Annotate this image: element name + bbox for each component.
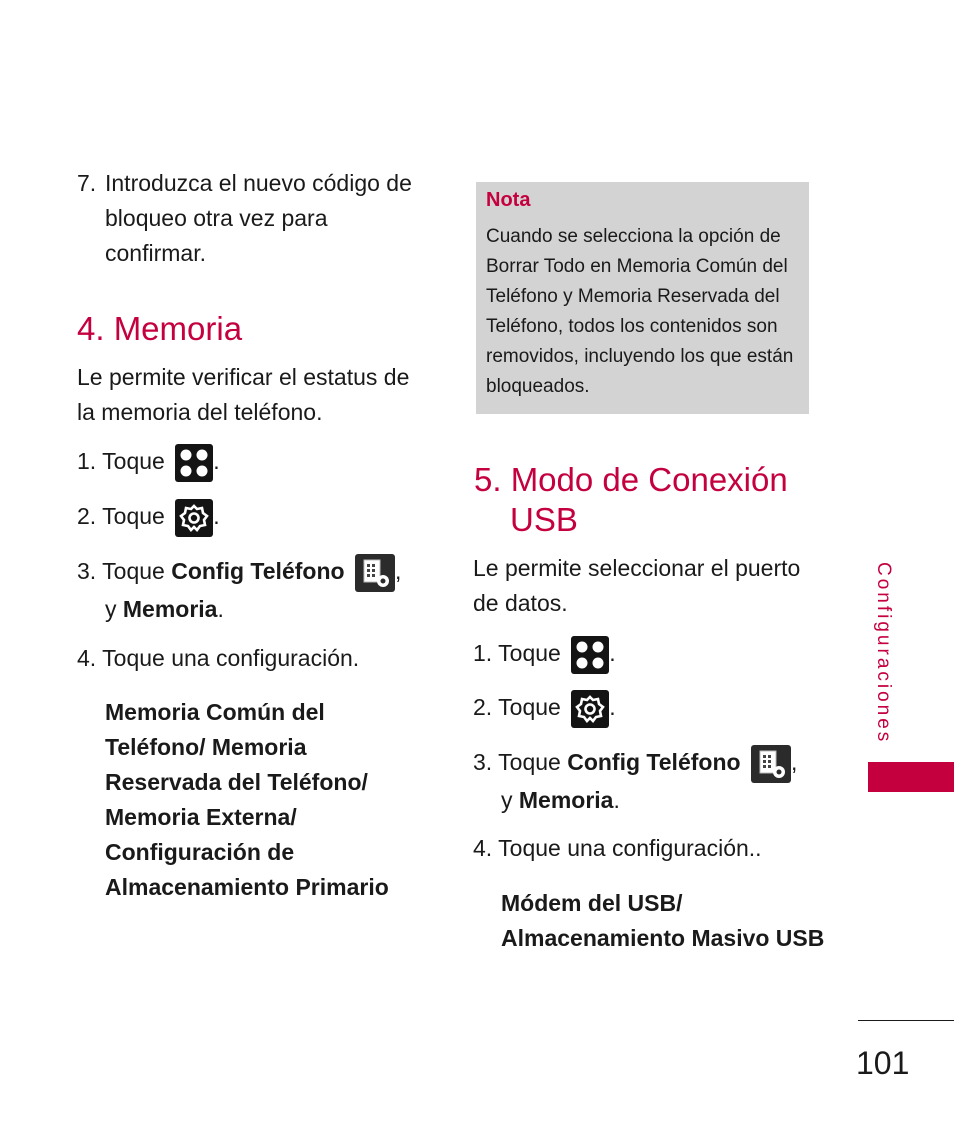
section-5-description: Le permite seleccionar el puerto de datos. xyxy=(473,555,801,616)
note-box xyxy=(476,182,809,414)
step-7 xyxy=(77,166,427,271)
note-title: Nota xyxy=(486,189,531,211)
right-step-1-text: 1. Toque xyxy=(473,640,561,667)
section-5-title-line-1: 5. Modo de Conexión xyxy=(474,461,788,498)
section-4-description: Le permite verificar el estatus de la memoria del teléfono. xyxy=(77,364,410,425)
phone-config-icon xyxy=(751,745,791,783)
right-step-2-text: 2. Toque xyxy=(473,694,561,721)
apps-grid-icon xyxy=(175,444,213,482)
step-7-number: 7. xyxy=(77,170,97,196)
right-step-1: 1. Toque . xyxy=(473,636,616,674)
memoria-label: Memoria xyxy=(518,787,614,813)
settings-gear-icon xyxy=(175,499,213,537)
note-text: Cuando se selecciona la opción de Borrar Todo en Memoria Común del Teléfono y Memoria Reservada del Teléfono, todos los contenidos son removidos, incluyendo los que están bloqueados. xyxy=(486,226,794,397)
left-step-3-text: 3. Toque xyxy=(77,558,165,585)
apps-grid-icon xyxy=(571,636,609,674)
config-telefono-label: Config Teléfono xyxy=(171,558,345,585)
left-step-2-text: 2. Toque xyxy=(77,503,165,530)
left-step-4: 4. Toque una configuración. xyxy=(77,645,360,671)
phone-config-icon xyxy=(355,554,395,592)
footer-rule xyxy=(858,1020,954,1021)
section-sidebar-label: Configuraciones xyxy=(873,562,894,745)
memory-options: Memoria Común del Teléfono/ Memoria Reservada del Teléfono/ Memoria Externa/ Configuración de Almacenamiento Primario xyxy=(105,699,389,900)
usb-options: Módem del USB/ Almacenamiento Masivo USB xyxy=(501,890,825,951)
section-4-title: 4. Memoria xyxy=(77,310,243,347)
right-step-3-text: 3. Toque xyxy=(473,749,561,776)
right-step-3: 3. Toque Config Teléfono , y Memoria. xyxy=(473,745,833,818)
right-step-2: 2. Toque . xyxy=(473,690,616,728)
section-5-title-line-2: USB xyxy=(510,501,578,538)
left-step-1-text: 1. Toque xyxy=(77,448,165,475)
config-telefono-label: Config Teléfono xyxy=(567,749,741,776)
left-step-1: 1. Toque . xyxy=(77,444,220,482)
left-step-3: 3. Toque Config Teléfono , y Memoria. xyxy=(77,554,437,627)
page-number: 101 xyxy=(856,1045,910,1081)
step-7-text: Introduzca el nuevo código de bloqueo otra vez para confirmar. xyxy=(105,170,412,266)
memoria-label: Memoria xyxy=(122,596,218,622)
left-step-2: 2. Toque . xyxy=(77,499,220,537)
settings-gear-icon xyxy=(571,690,609,728)
section-5-title xyxy=(474,460,834,540)
section-tab-bar xyxy=(868,762,954,792)
right-step-4: 4. Toque una configuración.. xyxy=(473,835,762,861)
